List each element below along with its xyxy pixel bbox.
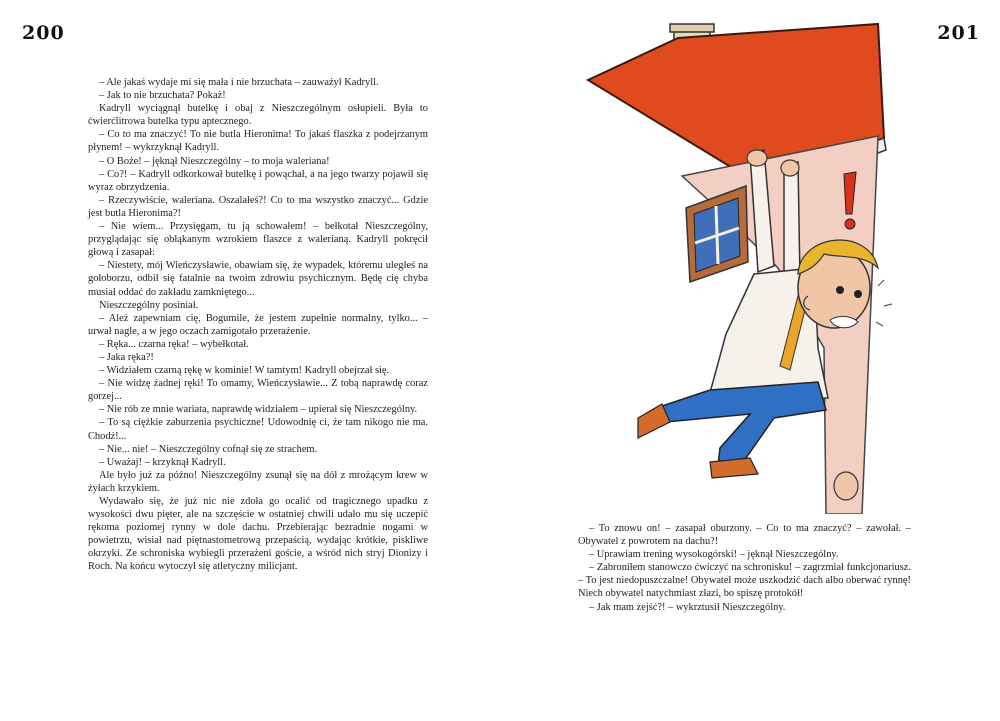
paragraph: – Ręka... czarna ręka! – wybełkotał. <box>99 338 249 350</box>
paragraph: – O Boże! – jęknął Nieszczególny – to moja waleriana! <box>99 155 330 167</box>
paragraph: – Nie rób ze mnie wariata, naprawdę widziałem – upierał się Nieszczególny. <box>99 404 418 416</box>
paragraph: – Zabroniłem stanowczo ćwiczyć na schronisku! – zagrzmiał funkcjonariusz. – To jest niedopuszczalne! Obywatel może uszkodzić dach albo oberwać rynnę! Niech obywatel natychmiast złazi, bo spiszę protokół! <box>578 562 911 600</box>
paragraph: – Rzeczywiście, waleriana. Oszalałeś?! Co to ma wszystko znaczyć... Gdzie jest butla Hieronima?! <box>88 194 428 219</box>
sweat-drops <box>876 280 892 326</box>
trousers <box>656 382 826 466</box>
left-page-number: 200 <box>22 22 65 44</box>
paragraph: – Ależ zapewniam cię, Bogumile, że jestem zupełnie normalny, tylko... – urwał nagle, a w jego oczach zamigotało przerażenie. <box>88 312 428 337</box>
paragraph: – Co?! – Kadryll odkorkował butelkę i powąchał, a na jego twarzy pojawił się wyraz obrzydzenia. <box>88 168 428 193</box>
right-page-text <box>578 522 911 614</box>
paragraph: – Nie... nie! – Nieszczególny cofnął się ze strachem. <box>99 443 318 455</box>
paragraph: – To są ciężkie zaburzenia psychiczne! Udowodnię ci, że tam nikogo nie ma. Chodź!... <box>88 417 428 442</box>
paragraph: Wydawało się, że już nic nie zdoła go ocalić od tragicznego upadku z wysokości dwu pięter, ale na szczęście w ostatniej chwili udało mu się uczepić rękoma poziomej rynny w dole dachu. Przebierając bezradnie nogami w powietrzu, wisiał nad piętnastometrową przepaścią, wydając krótkie, piskliwe okrzyki. Ze schroniska wybiegli przerażeni goście, a wśród nich stryj Dionizy i Roch. Na końcu wytoczył się atletyczny milicjant. <box>88 496 428 573</box>
hand-right <box>781 160 799 176</box>
paragraph: – Uważaj! – krzyknął Kadryll. <box>99 456 226 468</box>
paragraph: – Co to ma znaczyć! To nie butla Hieronima! To jakaś flaszka z podejrzanym płynem! – wykrzyknął Kadryll. <box>88 129 428 154</box>
left-page-text <box>88 76 428 574</box>
paragraph: – Jaka ręka?! <box>99 351 154 363</box>
shoe-right <box>710 458 758 478</box>
right-page-number: 201 <box>937 22 980 44</box>
paragraph: – Nie widzę żadnej ręki! To omamy, Wieńczysławie... Z tobą naprawdę coraz gorzej... <box>88 378 428 403</box>
paragraph: – Nie wiem... Przysięgam, tu ją schowałem! – bełkotał Nieszczególny, przyglądając się obłąkanym wzrokiem flaszce z walerianą. Kadryll pokręcił głową i zasapał: <box>88 221 428 259</box>
paragraph: Kadryll wyciągnął butelkę i obaj z Nieszczególnym osłupieli. Była to ćwierćlitrowa butelka typu aptecznego. <box>88 103 428 128</box>
paragraph: – Niestety, mój Wieńczysławie, obawiam się, że wypadek, któremu uległeś na gołoborzu, odbił się fatalnie na twoim zdrowiu psychicznym. Będę cię chyba musiał oddać do zakładu zamkniętego... <box>88 260 428 298</box>
paragraph: – To znowu on! – zasapał oburzony. – Co to ma znaczyć? – zawołał. – Obywatel z powrotem na dachu?! <box>578 523 911 548</box>
paragraph: Ale było już za późno! Nieszczególny zsunął się na dół z mrożącym krew w żyłach krzykiem. <box>88 469 428 494</box>
paragraph: – Uprawiam trening wysokogórski! – jęknął Nieszczególny. <box>589 549 839 561</box>
paragraph: – Widziałem czarną rękę w kominie! W tamtym! Kadryll obejrzał się. <box>99 365 390 377</box>
paragraph: – Jak mam zejść?! – wykrztusił Nieszczególny. <box>589 601 786 613</box>
hand-dangling <box>834 472 858 500</box>
window <box>686 186 748 282</box>
paragraph: – Ale jakaś wydaje mi się mała i nie brzuchata – zauważył Kadryll. <box>99 77 379 88</box>
paragraph: – Jak to nie brzuchata? Pokaż! <box>99 90 226 102</box>
arm-right <box>784 162 800 280</box>
hand-left <box>747 150 767 166</box>
paragraph: Nieszczególny posiniał. <box>99 299 199 311</box>
illustration-man-hanging-from-gutter <box>578 18 908 514</box>
